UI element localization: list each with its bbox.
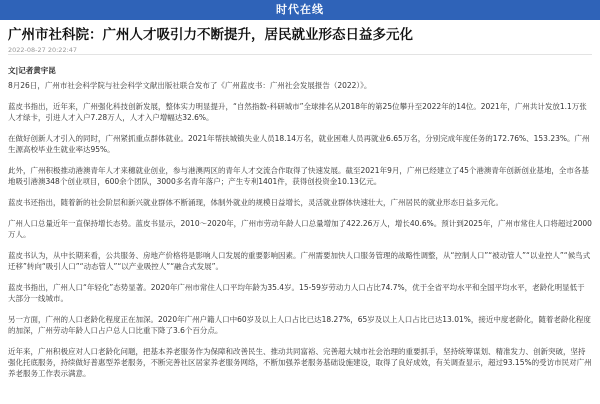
top-banner [0, 0, 600, 20]
banner-title: 时代在线 [276, 3, 324, 16]
article-body [8, 80, 592, 389]
paragraph: 此外，广州积极推动港澳青年人才来穗就业创业，参与港澳两区的青年人才交流合作取得了快速发展。截至2021年9月，广州已经建立了45个港澳青年创新创业基地，全市各基地吸引港澳348个创业项目，600余个团队，3000多名青年落户；产生专利1401件，获得创投资金10.13亿元。 [8, 166, 589, 186]
byline: 文|记者黄宇昆 [8, 66, 56, 75]
paragraph: 在做好创新人才引入的同时，广州紧抓重点群体就业。2021年帮扶城镇失业人员18.14万名，就业困难人员再就业6.65万名，分别完成年度任务的172.76%、153.23%。广州生源高校毕业生就业率达95%。 [8, 134, 590, 154]
title-divider [8, 54, 592, 55]
publish-date: 2022-08-27 20:22:47 [8, 46, 78, 54]
paragraph: 蓝皮书指出，近年来，广州强化科技创新发展，整体实力明显提升，“自然指数-科研城市”全球排名从2018年的第25位攀升至2022年的14位。2021年，广州共计发放1.1万张人才绿卡，引进人才入户7.28万人，人才入户增幅达32.6%。 [8, 102, 587, 122]
paragraph: 蓝皮书认为，从中长期来看，公共服务、房地产价格将是影响人口发展的重要影响因素。广州需要加快人口服务管理的战略性调整，从“控制人口”“被动管人”“以业控人”“候鸟式迁移”转向“吸引人口”“动态管人”“以产业吸控人”“融合式发展”。 [8, 251, 591, 271]
paragraph: 蓝皮书指出，广州人口“年轻化”态势显著。2020年广州市常住人口平均年龄为35.4岁。15-59岁劳动力人口占比74.7%，优于全省平均水平和全国平均水平，老龄化明显低于大部分一线城市。 [8, 283, 585, 303]
article-title: 广州市社科院：广州人才吸引力不断提升，居民就业形态日益多元化 [8, 27, 413, 43]
paragraph: 另一方面，广州的人口老龄化程度正在加深。2020年广州户籍人口中60岁及以上人口占比已达18.27%，65岁及以上人口占比已达13.01%，接近中度老龄化，随着老龄化程度的加深，广州劳动年龄人口占户总人口比重下降了3.6个百分点。 [8, 315, 591, 335]
paragraph: 8月26日，广州市社会科学院与社会科学文献出版社联合发布了《广州蓝皮书：广州社会发展报告（2022）》。 [8, 81, 372, 90]
paragraph: 广州人口总量近年一直保持增长态势。蓝皮书显示，2010～2020年，广州市劳动年龄人口总量增加了422.26万人，增长40.6%。预计到2025年，广州市常住人口将超过2000万人。 [8, 219, 592, 239]
paragraph: 蓝皮书还指出，随着新的社会阶层和新兴就业群体不断涌现，体制外就业的规模日益增长，灵活就业群体快速壮大，广州居民的就业形态日益多元化。 [8, 198, 503, 207]
paragraph: 近年来，广州积极应对人口老龄化问题，把基本养老服务作为保障和改善民生、推动共同富裕、完善超大城市社会治理的重要抓手，坚持统筹谋划、精准发力、创新突破，坚持强化托底服务，持续做好普惠型养老服务，不断完善社区居家养老服务网络，不断加强养老服务基础设施建设，取得了良好成效，有关调查显示，超过93.15%的受访市民对广州养老服务工作表示满意。 [8, 347, 592, 378]
